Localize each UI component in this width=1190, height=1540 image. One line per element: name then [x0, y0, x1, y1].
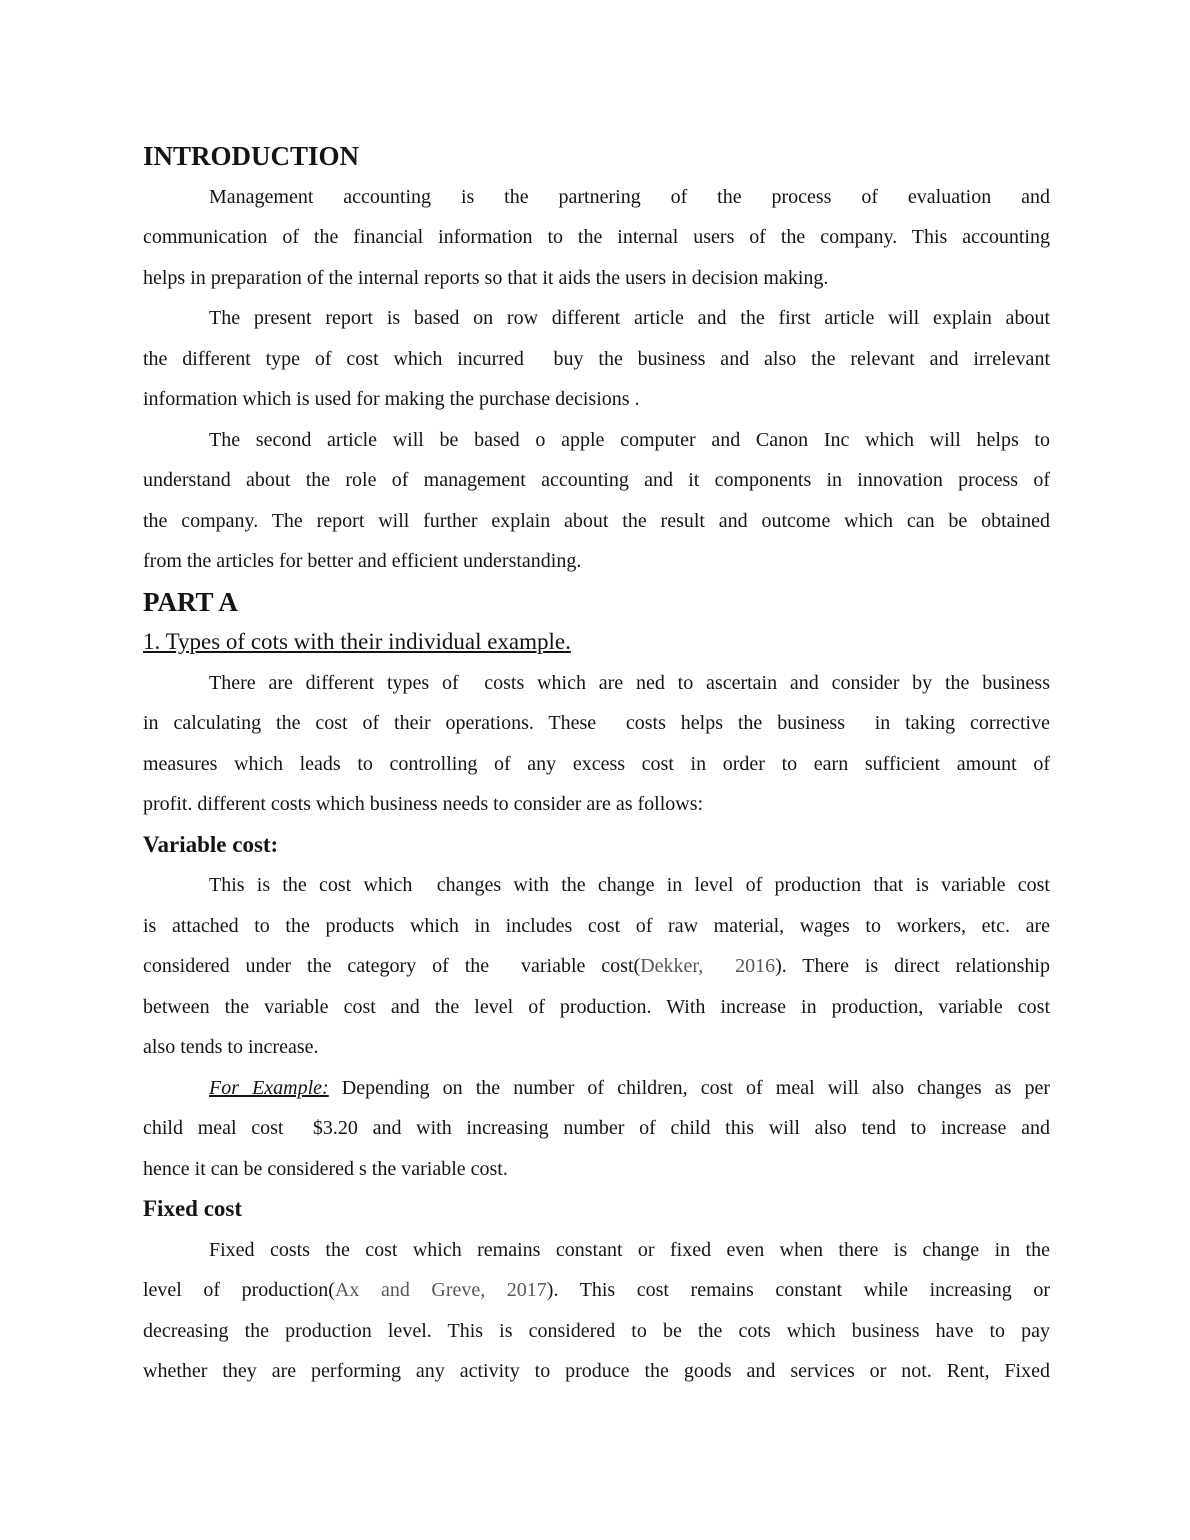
text-run: communication of the financial information to the internal users of the company. This accounting [143, 226, 1050, 248]
text-line [143, 379, 1050, 420]
text-run: The present report is based on row different article and the first article will explain about [209, 307, 1050, 329]
text-run: level of production( [143, 1279, 335, 1301]
term-heading: Variable cost: [143, 831, 279, 857]
text-run: the company. The report will further explain about the result and outcome which can be obtained [143, 509, 1050, 532]
text-line [143, 987, 1050, 1028]
text-line [143, 541, 1050, 582]
text-line [143, 663, 1050, 704]
text-line [143, 460, 1050, 501]
text-run: Fixed costs the cost which remains constant or fixed even when there is change in the [209, 1238, 1050, 1261]
text-run: child meal cost $3.20 and with increasing number of child this will also tend to increase and [143, 1117, 1050, 1139]
text-run: measures which leads to controlling of any excess cost in order to earn sufficient amount of [143, 752, 1050, 775]
text-line [143, 906, 1050, 947]
text-run: Management accounting is the partnering of the process of evaluation and [209, 185, 1050, 208]
text-run: This is the cost which changes with the change in level of production that is variable cost [209, 874, 1050, 896]
section-heading: INTRODUCTION [143, 141, 360, 171]
text-run: also tends to increase. [143, 1036, 319, 1058]
text-line [143, 339, 1050, 380]
text-run: considered under the category of the variable cost( [143, 955, 641, 977]
text-line [143, 865, 1050, 906]
text-run: ). There is direct relationship [775, 955, 1050, 977]
text-line [143, 1351, 1050, 1392]
text-run: the different type of cost which incurred buy the business and also the relevant and irrelevant [143, 347, 1050, 370]
text-run: whether they are performing any activity to produce the goods and services or not. Rent, Fixed [143, 1360, 1050, 1382]
text-run: profit. different costs which business needs to consider are as follows: [143, 793, 704, 815]
text-line [143, 177, 1050, 218]
text-line [143, 217, 1050, 258]
text-line [143, 1311, 1050, 1352]
citation: Ax and Greve, 2017 [334, 1279, 547, 1301]
text-line [143, 1108, 1050, 1149]
text-line [143, 298, 1050, 339]
text-run: between the variable cost and the level of production. With increase in production, variable cost [143, 995, 1050, 1018]
text-line [143, 501, 1050, 542]
text-line [143, 744, 1050, 785]
text-run: The second article will be based o apple computer and Canon Inc which will helps to [209, 428, 1050, 451]
text-run: is attached to the products which in includes cost of raw material, wages to workers, etc. are [143, 914, 1050, 937]
text-line [143, 703, 1050, 744]
text-run: understand about the role of management accounting and it components in innovation process of [143, 469, 1050, 491]
text-line [143, 1068, 1050, 1109]
text-line [143, 946, 1050, 987]
text-run: from the articles for better and efficient understanding. [143, 550, 582, 572]
text-line [143, 420, 1050, 461]
document-body [143, 136, 1050, 1392]
text-run: There are different types of costs which are ned to ascertain and consider by the business [209, 671, 1050, 694]
text-run: hence it can be considered s the variable cost. [143, 1157, 508, 1180]
text-run: ). This cost remains constant while increasing or [546, 1279, 1050, 1301]
citation: Dekker, 2016 [640, 955, 776, 977]
text-line [143, 1270, 1050, 1311]
text-run: helps in preparation of the internal reports so that it aids the users in decision making. [143, 266, 829, 289]
text-line [143, 258, 1050, 299]
text-run: information which is used for making the purchase decisions . [143, 388, 640, 410]
text-line [143, 1027, 1050, 1068]
text-line [143, 1149, 1050, 1190]
term-heading: Fixed cost [143, 1196, 243, 1221]
emphasized-text: For Example: [209, 1076, 329, 1099]
text-run: in calculating the cost of their operations. These costs helps the business in taking corrective [143, 712, 1050, 734]
text-line [143, 784, 1050, 825]
subsection-heading: 1. Types of cots with their individual example. [143, 629, 571, 654]
text-run: Depending on the number of children, cost of meal will also changes as per [328, 1076, 1050, 1099]
text-line [143, 1230, 1050, 1271]
text-run: decreasing the production level. This is considered to be the cots which business have to pay [143, 1319, 1050, 1342]
section-heading: PART A [143, 586, 238, 617]
